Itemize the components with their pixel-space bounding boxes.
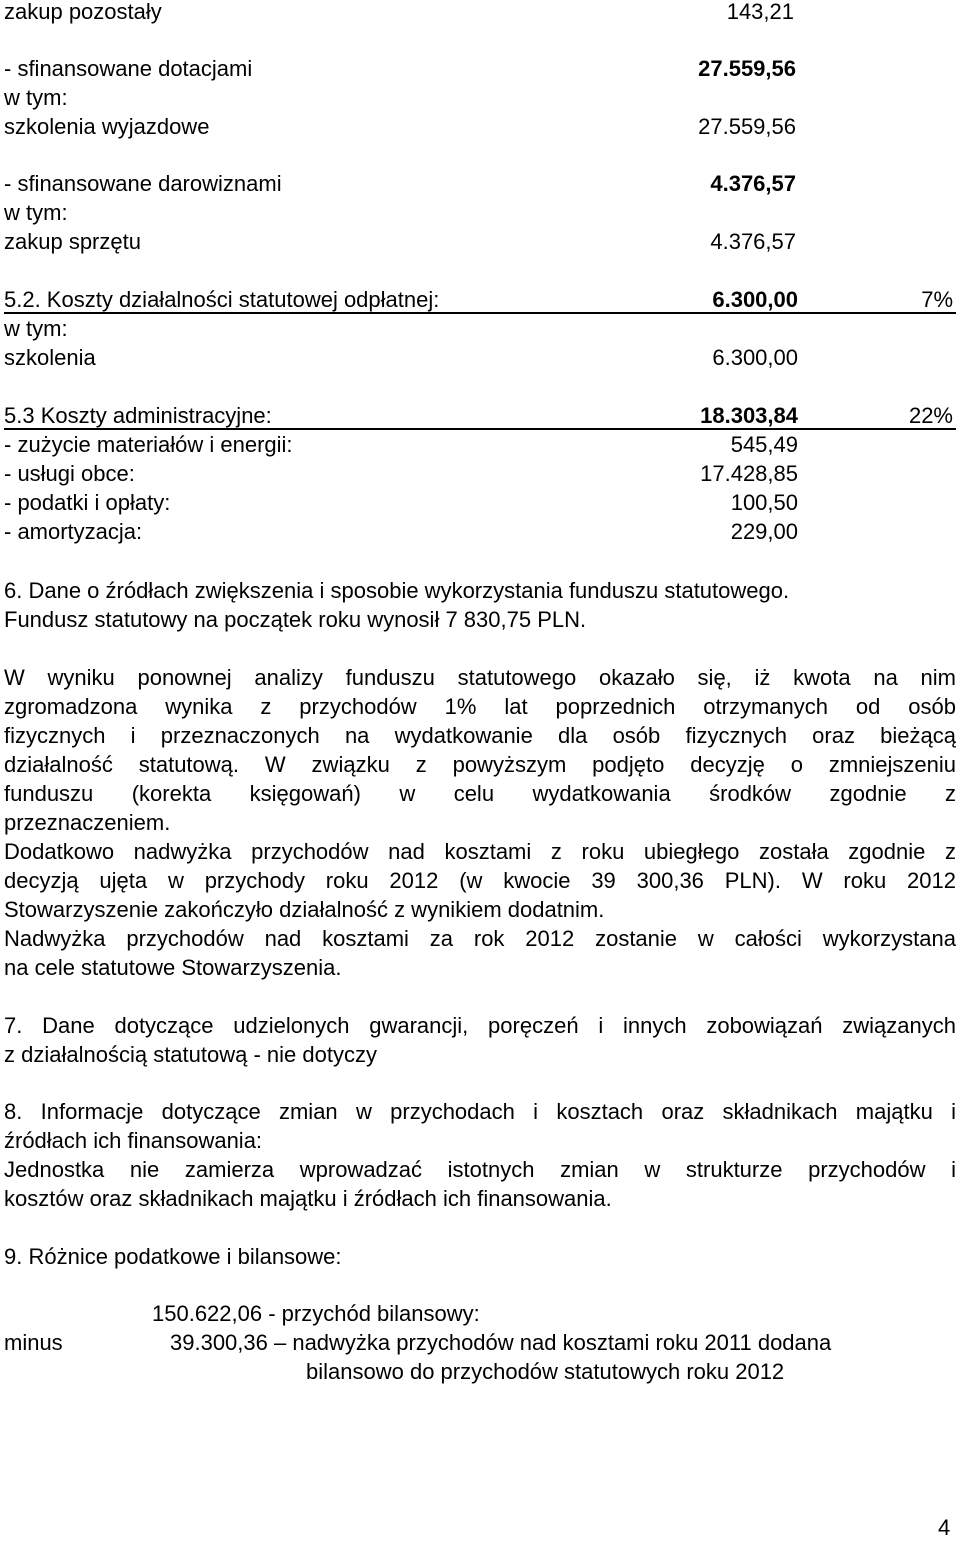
cost-value: 6.300,00 bbox=[712, 287, 798, 312]
percent-value: 7% bbox=[921, 287, 953, 312]
paragraph-line: Jednostka nie zamierza wprowadzać istotnych zmian w strukturze przychodów i bbox=[4, 1157, 956, 1182]
paragraph-line: kosztów oraz składnikach majątku i źródłach ich finansowania. bbox=[4, 1186, 612, 1211]
section-7 bbox=[4, 1011, 956, 1069]
percent-value: 22% bbox=[908, 403, 953, 428]
page-number: 4 bbox=[938, 1515, 951, 1540]
cost-sub-label: szkolenia wyjazdowe bbox=[4, 114, 210, 139]
paragraph-line: Stowarzyszenie zakończyło działalność z wynikiem dodatnim. bbox=[4, 897, 605, 922]
admin-cost-label: - zużycie materiałów i energii: bbox=[4, 432, 293, 457]
cost-sub-value: 4.376,57 bbox=[710, 229, 796, 254]
paragraph-line: 7. Dane dotyczące udzielonych gwarancji, poręczeń i innych zobowiązań związanych bbox=[4, 1013, 956, 1038]
wtym-label: w tym: bbox=[4, 85, 68, 110]
paragraph-line: z działalnością statutową - nie dotyczy bbox=[4, 1042, 377, 1067]
cost-sub-value: 27.559,56 bbox=[698, 114, 796, 139]
underline bbox=[4, 312, 956, 314]
paragraph-line: działalność statutową. W związku z powyższym podjęto decyzję o zmniejszeniu bbox=[4, 752, 956, 777]
admin-cost-label: - usługi obce: bbox=[4, 461, 135, 486]
paragraph-line: 8. Informacje dotyczące zmian w przychodach i kosztach oraz składnikach majątku i bbox=[4, 1099, 956, 1124]
admin-cost-value: 545,49 bbox=[730, 432, 798, 457]
admin-cost-value: 100,50 bbox=[730, 490, 798, 515]
section-5-2-heading: 5.2. Koszty działalności statutowej odpłatnej: bbox=[4, 287, 440, 312]
paragraph-line: fizycznych i przeznaczonych na wydatkowanie dla osób fizycznych oraz bieżącą bbox=[4, 723, 956, 748]
paragraph-line: Dodatkowo nadwyżka przychodów nad kosztami z roku ubiegłego została zgodnie z bbox=[4, 839, 956, 864]
section-8 bbox=[4, 1097, 956, 1213]
paragraph-line: na cele statutowe Stowarzyszenia. bbox=[4, 955, 342, 980]
cost-label: - sfinansowane darowiznami bbox=[4, 171, 282, 196]
cost-sub-value: 6.300,00 bbox=[712, 345, 798, 370]
admin-cost-value: 17.428,85 bbox=[700, 461, 798, 486]
balance-line: 39.300,36 – nadwyżka przychodów nad kosztami roku 2011 dodana bbox=[170, 1330, 832, 1355]
balance-line: 150.622,06 - przychód bilansowy: bbox=[152, 1301, 480, 1326]
minus-label: minus bbox=[4, 1330, 63, 1355]
underline bbox=[4, 428, 956, 430]
section-5-3-heading: 5.3 Koszty administracyjne: bbox=[4, 403, 272, 428]
paragraph-line: źródłach ich finansowania: bbox=[4, 1128, 263, 1153]
cost-value: 143,21 bbox=[726, 0, 794, 24]
cost-label: - sfinansowane dotacjami bbox=[4, 56, 253, 81]
cost-value: 18.303,84 bbox=[700, 403, 798, 428]
section-6-heading: 6. Dane o źródłach zwiększenia i sposobie wykorzystania funduszu statutowego. bbox=[4, 578, 790, 603]
admin-cost-label: - podatki i opłaty: bbox=[4, 490, 171, 515]
cost-sub-label: zakup sprzętu bbox=[4, 229, 141, 254]
wtym-label: w tym: bbox=[4, 200, 68, 225]
section-6-intro: Fundusz statutowy na początek roku wynosił 7 830,75 PLN. bbox=[4, 607, 587, 632]
balance-line: bilansowo do przychodów statutowych roku 2012 bbox=[306, 1359, 785, 1384]
paragraph-line: Nadwyżka przychodów nad kosztami za rok 2012 zostanie w całości wykorzystana bbox=[4, 926, 956, 951]
cost-sub-label: szkolenia bbox=[4, 345, 96, 370]
cost-label: zakup pozostały bbox=[4, 0, 162, 24]
paragraph-line: zgromadzona wynika z przychodów 1% lat poprzednich otrzymanych od osób bbox=[4, 694, 956, 719]
paragraph-line: decyzją ujęta w przychody roku 2012 (w kwocie 39 300,36 PLN). W roku 2012 bbox=[4, 868, 956, 893]
paragraph-line: przeznaczeniem. bbox=[4, 810, 171, 835]
wtym-label: w tym: bbox=[4, 316, 68, 341]
paragraph-line: funduszu (korekta księgowań) w celu wydatkowania środków zgodnie z bbox=[4, 781, 956, 806]
section-6-paragraph bbox=[4, 663, 956, 982]
admin-cost-value: 229,00 bbox=[730, 519, 798, 544]
admin-cost-label: - amortyzacja: bbox=[4, 519, 143, 544]
section-9-heading: 9. Różnice podatkowe i bilansowe: bbox=[4, 1244, 342, 1269]
cost-value: 27.559,56 bbox=[698, 56, 796, 81]
cost-value: 4.376,57 bbox=[710, 171, 796, 196]
paragraph-line: W wyniku ponownej analizy funduszu statutowego okazało się, iż kwota na nim bbox=[4, 665, 956, 690]
